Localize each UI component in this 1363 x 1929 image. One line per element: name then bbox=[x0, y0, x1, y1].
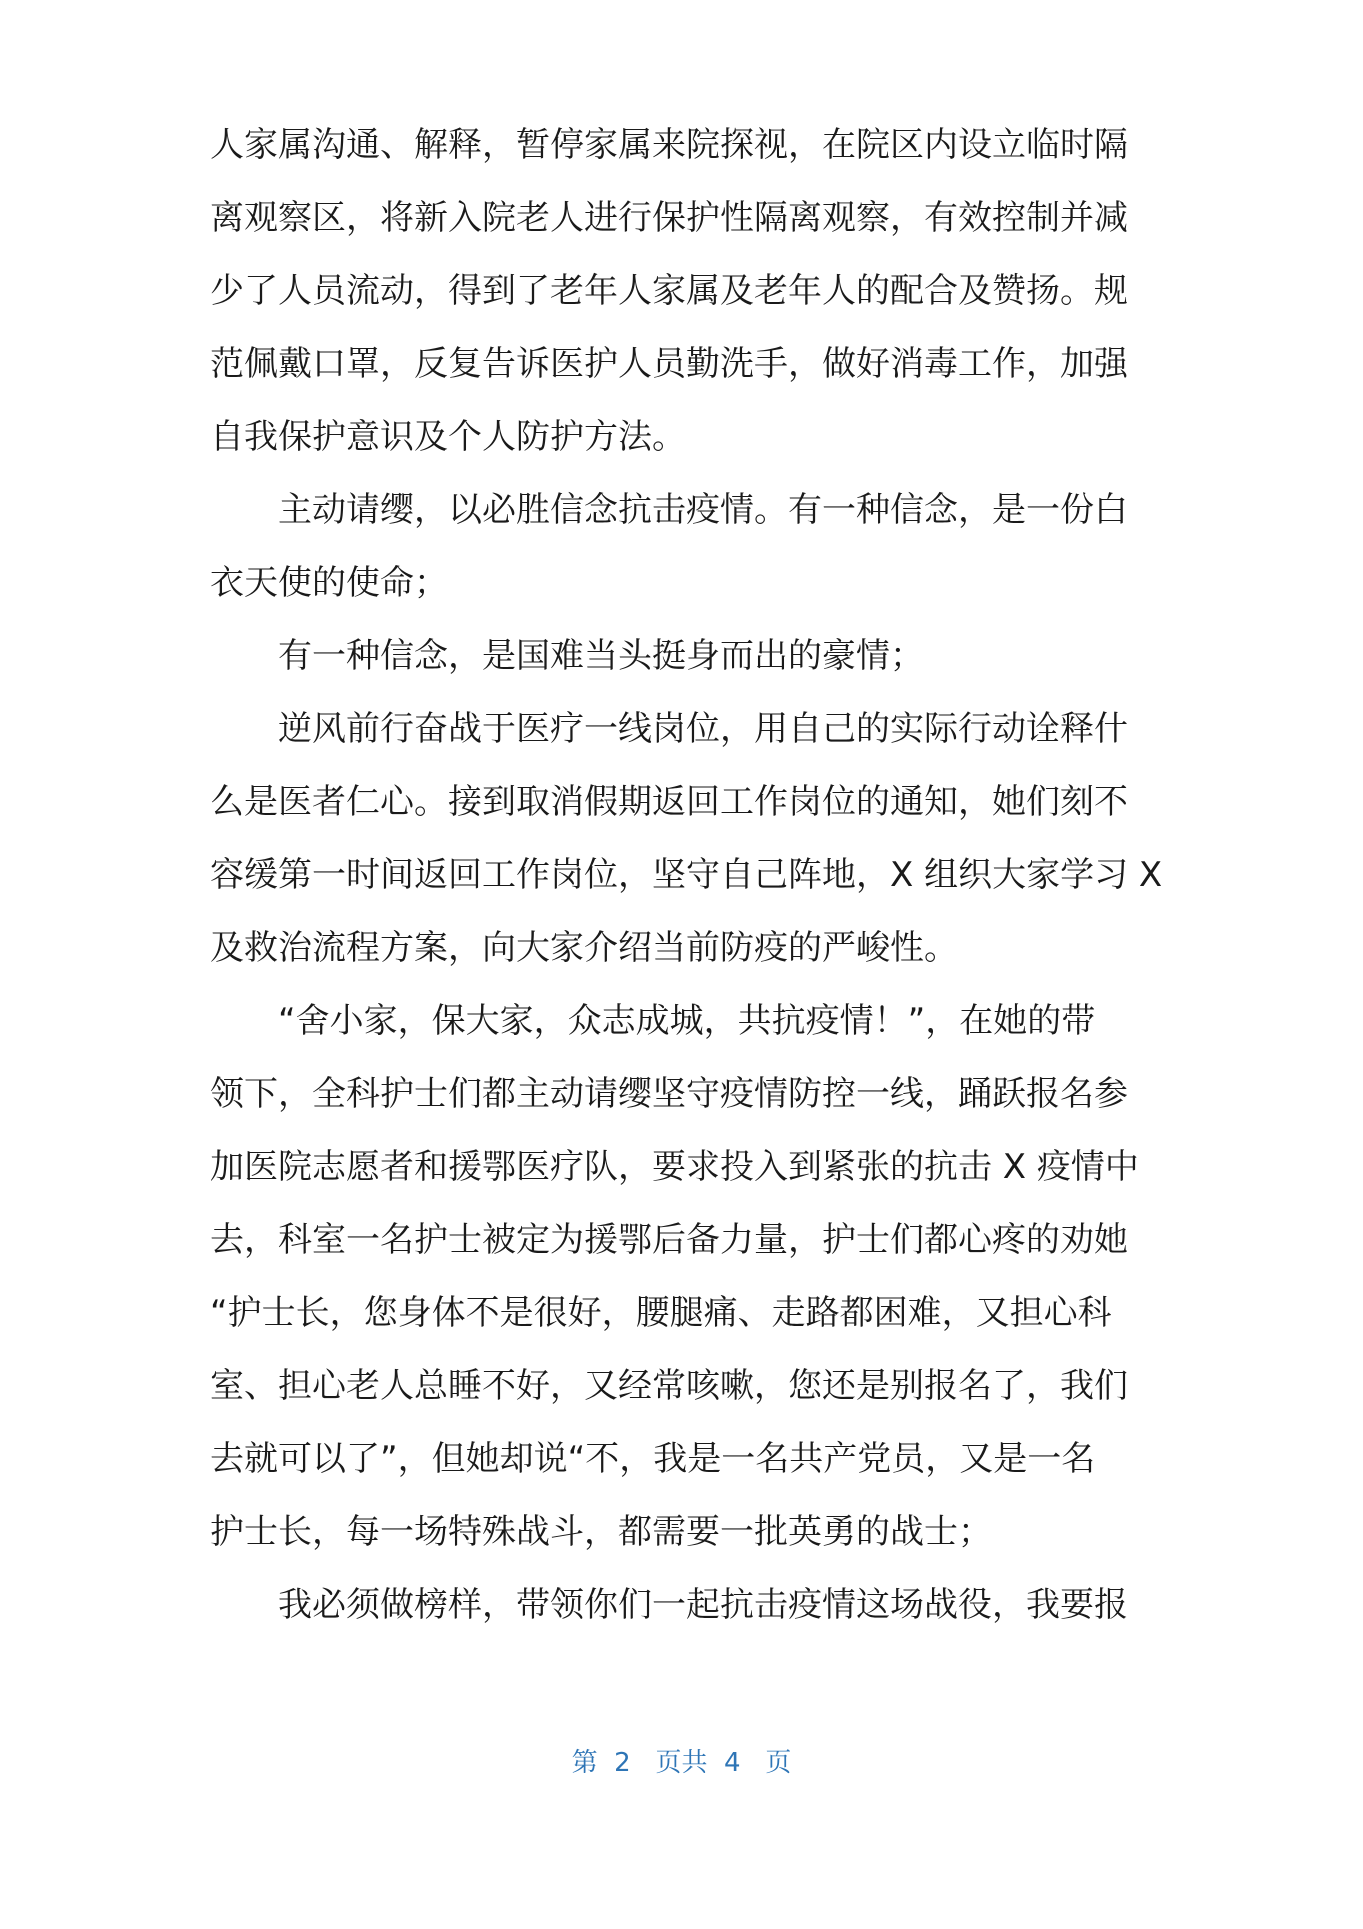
text-line-7: 衣天使的使命； bbox=[210, 563, 448, 603]
text-line-17: “护士长，您身体不是很好，腰腿痛、走路都困难，又担心科 bbox=[210, 1293, 1112, 1333]
text-line-20: 护士长，每一场特殊战斗，都需要一批英勇的战士； bbox=[210, 1512, 992, 1552]
text-line-12: 及救治流程方案，向大家介绍当前防疫的严峻性。 bbox=[210, 928, 958, 968]
text-line-9: 逆风前行奋战于医疗一线岗位，用自己的实际行动诠释什 bbox=[278, 709, 1128, 749]
text-line-2: 离观察区，将新入院老人进行保护性隔离观察，有效控制并减 bbox=[210, 198, 1128, 238]
text-line-10: 么是医者仁心。接到取消假期返回工作岗位的通知，她们刻不 bbox=[210, 782, 1128, 822]
text-line-4: 范佩戴口罩，反复告诉医护人员勤洗手，做好消毒工作，加强 bbox=[210, 344, 1128, 384]
text-line-1: 人家属沟通、解释，暂停家属来院探视，在院区内设立临时隔 bbox=[210, 125, 1128, 165]
text-line-5: 自我保护意识及个人防护方法。 bbox=[210, 417, 686, 457]
text-line-19: 去就可以了”，但她却说“不，我是一名共产党员，又是一名 bbox=[210, 1439, 1096, 1479]
text-line-3: 少了人员流动，得到了老年人家属及老年人的配合及赞扬。规 bbox=[210, 271, 1128, 311]
text-line-15: 加医院志愿者和援鄂医疗队，要求投入到紧张的抗击 X 疫情中 bbox=[210, 1147, 1139, 1187]
text-line-14: 领下，全科护士们都主动请缨坚守疫情防控一线，踊跃报名参 bbox=[210, 1074, 1128, 1114]
text-line-21: 我必须做榜样，带领你们一起抗击疫情这场战役，我要报 bbox=[278, 1585, 1128, 1625]
text-line-6: 主动请缨，以必胜信念抗击疫情。有一种信念，是一份白 bbox=[278, 490, 1128, 530]
text-line-8: 有一种信念，是国难当头挺身而出的豪情； bbox=[278, 636, 924, 676]
text-line-11: 容缓第一时间返回工作岗位，坚守自己阵地，X 组织大家学习 X bbox=[210, 855, 1163, 895]
page-footer: 第 2 页共 4 页 bbox=[571, 1748, 792, 1778]
text-line-13: “舍小家，保大家，众志成城，共抗疫情！”，在她的带 bbox=[278, 1001, 1096, 1041]
text-line-18: 室、担心老人总睡不好，又经常咳嗽，您还是别报名了，我们 bbox=[210, 1366, 1128, 1406]
text-line-16: 去，科室一名护士被定为援鄂后备力量，护士们都心疼的劝她 bbox=[210, 1220, 1128, 1260]
